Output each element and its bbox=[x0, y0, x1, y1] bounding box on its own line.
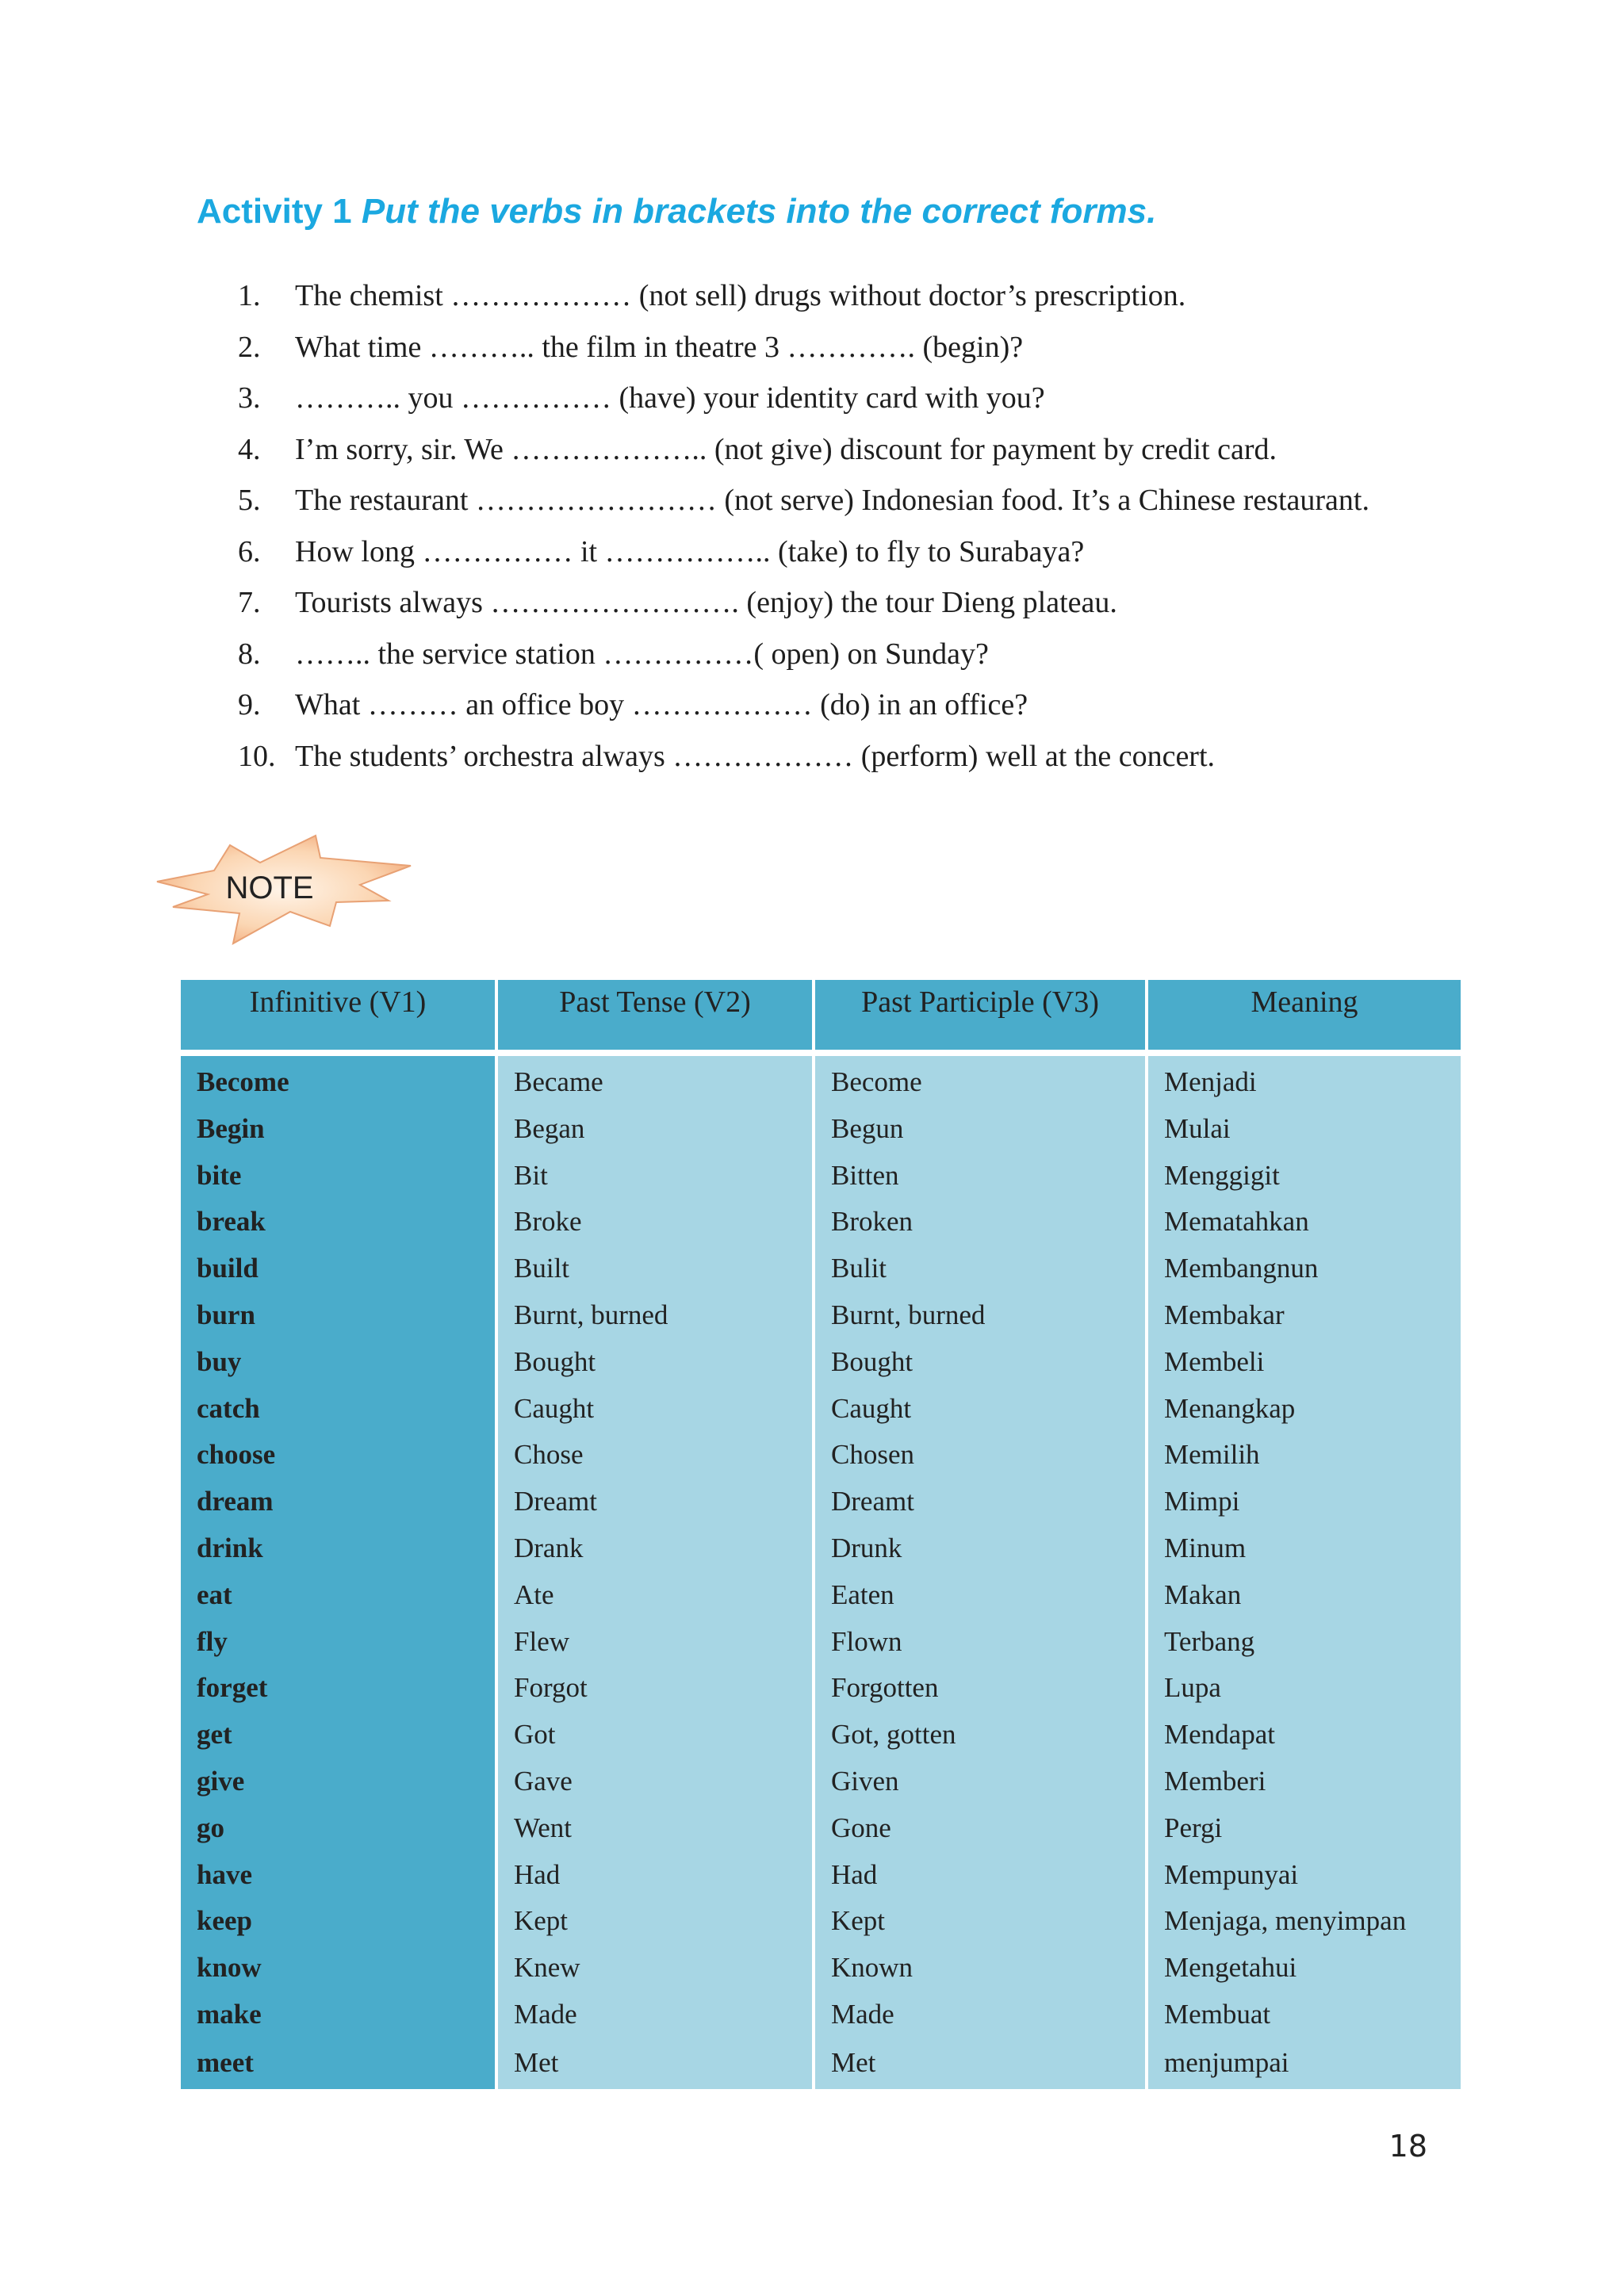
table-row bbox=[181, 1945, 1461, 1992]
cell-infinitive: have bbox=[181, 1852, 498, 1899]
cell-past-participle: Become bbox=[815, 1056, 1148, 1106]
table-row bbox=[181, 1525, 1461, 1572]
cell-past-tense: Broke bbox=[498, 1199, 815, 1246]
cell-infinitive: catch bbox=[181, 1386, 498, 1433]
table-row bbox=[181, 1153, 1461, 1200]
cell-past-participle: Given bbox=[815, 1758, 1148, 1805]
cell-past-participle: Known bbox=[815, 1945, 1148, 1992]
exercise-number: 10. bbox=[238, 739, 276, 773]
cell-past-participle: Forgotten bbox=[815, 1665, 1148, 1712]
cell-past-participle: Eaten bbox=[815, 1572, 1148, 1619]
cell-past-participle: Burnt, burned bbox=[815, 1292, 1148, 1339]
cell-past-participle: Gone bbox=[815, 1805, 1148, 1852]
cell-past-tense: Forgot bbox=[498, 1665, 815, 1712]
cell-infinitive: meet bbox=[181, 2038, 498, 2089]
table-row bbox=[181, 1619, 1461, 1666]
cell-past-tense: Became bbox=[498, 1056, 815, 1106]
cell-past-participle: Dreamt bbox=[815, 1479, 1148, 1525]
header-meaning: Meaning bbox=[1148, 980, 1461, 1050]
exercise-number: 1. bbox=[238, 279, 261, 312]
exercise-text: How long …………… it …………….. (take) to fly to Surabaya? bbox=[295, 534, 1085, 568]
table-row bbox=[181, 1758, 1461, 1805]
cell-meaning: Mulai bbox=[1148, 1106, 1461, 1153]
table-row bbox=[181, 1056, 1461, 1106]
exercise-item bbox=[238, 475, 1369, 526]
table-row bbox=[181, 1852, 1461, 1899]
exercise-item bbox=[238, 270, 1369, 322]
cell-past-tense: Burnt, burned bbox=[498, 1292, 815, 1339]
table-row bbox=[181, 1246, 1461, 1292]
cell-past-tense: Made bbox=[498, 1992, 815, 2038]
exercise-text: …….. the service station ……………( open) on Sunday? bbox=[295, 637, 989, 671]
cell-meaning: Mimpi bbox=[1148, 1479, 1461, 1525]
cell-meaning: Membuat bbox=[1148, 1992, 1461, 2038]
cell-infinitive: keep bbox=[181, 1898, 498, 1945]
cell-past-participle: Caught bbox=[815, 1386, 1148, 1433]
cell-infinitive: give bbox=[181, 1758, 498, 1805]
cell-past-participle: Begun bbox=[815, 1106, 1148, 1153]
cell-meaning: Menggigit bbox=[1148, 1153, 1461, 1200]
exercise-number: 7. bbox=[238, 586, 261, 619]
table-row bbox=[181, 1339, 1461, 1386]
cell-meaning: Lupa bbox=[1148, 1665, 1461, 1712]
activity-title bbox=[197, 192, 1156, 232]
header-infinitive: Infinitive (V1) bbox=[181, 980, 498, 1050]
cell-past-tense: Knew bbox=[498, 1945, 815, 1992]
exercise-item bbox=[238, 322, 1369, 373]
exercise-text: Tourists always ……………………. (enjoy) the tour Dieng plateau. bbox=[295, 586, 1117, 619]
cell-past-participle: Bulit bbox=[815, 1246, 1148, 1292]
exercise-item bbox=[238, 629, 1369, 680]
activity-label: Activity 1 bbox=[197, 192, 352, 231]
cell-past-participle: Got, gotten bbox=[815, 1712, 1148, 1758]
cell-past-tense: Built bbox=[498, 1246, 815, 1292]
cell-meaning: Menangkap bbox=[1148, 1386, 1461, 1433]
cell-meaning: Pergi bbox=[1148, 1805, 1461, 1852]
cell-meaning: Mematahkan bbox=[1148, 1199, 1461, 1246]
table-row bbox=[181, 1898, 1461, 1945]
exercise-item bbox=[238, 424, 1369, 476]
cell-past-tense: Met bbox=[498, 2038, 815, 2089]
cell-meaning: Mempunyai bbox=[1148, 1852, 1461, 1899]
cell-infinitive: forget bbox=[181, 1665, 498, 1712]
cell-infinitive: make bbox=[181, 1992, 498, 2038]
table-row bbox=[181, 1665, 1461, 1712]
cell-infinitive: buy bbox=[181, 1339, 498, 1386]
exercise-text: What ……… an office boy ……………… (do) in an office? bbox=[295, 688, 1028, 721]
cell-past-tense: Had bbox=[498, 1852, 815, 1899]
cell-past-participle: Flown bbox=[815, 1619, 1148, 1666]
cell-infinitive: go bbox=[181, 1805, 498, 1852]
exercise-number: 3. bbox=[238, 381, 261, 415]
exercise-text: The restaurant …………………… (not serve) Indonesian food. It’s a Chinese restaurant. bbox=[295, 484, 1369, 517]
cell-past-participle: Met bbox=[815, 2038, 1148, 2089]
cell-meaning: Membakar bbox=[1148, 1292, 1461, 1339]
exercise-item bbox=[238, 679, 1369, 731]
cell-meaning: Membangnun bbox=[1148, 1246, 1461, 1292]
cell-meaning: Membeli bbox=[1148, 1339, 1461, 1386]
cell-infinitive: bite bbox=[181, 1153, 498, 1200]
table-row bbox=[181, 1572, 1461, 1619]
header-past-tense: Past Tense (V2) bbox=[498, 980, 815, 1050]
cell-meaning: Minum bbox=[1148, 1525, 1461, 1572]
table-row bbox=[181, 1479, 1461, 1525]
exercise-text: The students’ orchestra always ……………… (perform) well at the concert. bbox=[295, 739, 1216, 773]
cell-past-tense: Chose bbox=[498, 1432, 815, 1479]
cell-infinitive: Begin bbox=[181, 1106, 498, 1153]
cell-infinitive: build bbox=[181, 1246, 498, 1292]
cell-past-participle: Chosen bbox=[815, 1432, 1148, 1479]
table-row bbox=[181, 1805, 1461, 1852]
cell-past-participle: Made bbox=[815, 1992, 1148, 2038]
table-row bbox=[181, 1712, 1461, 1758]
table-row bbox=[181, 1992, 1461, 2038]
exercise-text: The chemist ……………… (not sell) drugs without doctor’s prescription. bbox=[295, 279, 1186, 312]
cell-infinitive: choose bbox=[181, 1432, 498, 1479]
cell-infinitive: fly bbox=[181, 1619, 498, 1666]
cell-past-tense: Went bbox=[498, 1805, 815, 1852]
cell-past-participle: Broken bbox=[815, 1199, 1148, 1246]
header-past-participle: Past Participle (V3) bbox=[815, 980, 1148, 1050]
table-row bbox=[181, 1199, 1461, 1246]
exercise-item bbox=[238, 526, 1369, 578]
note-label: NOTE bbox=[225, 871, 314, 905]
cell-past-tense: Bit bbox=[498, 1153, 815, 1200]
cell-meaning: Makan bbox=[1148, 1572, 1461, 1619]
cell-meaning: Mendapat bbox=[1148, 1712, 1461, 1758]
header-gap bbox=[181, 1050, 1461, 1056]
cell-infinitive: know bbox=[181, 1945, 498, 1992]
cell-past-participle: Drunk bbox=[815, 1525, 1148, 1572]
exercise-number: 4. bbox=[238, 432, 261, 466]
exercise-number: 8. bbox=[238, 637, 261, 671]
cell-past-tense: Began bbox=[498, 1106, 815, 1153]
cell-infinitive: burn bbox=[181, 1292, 498, 1339]
exercise-number: 2. bbox=[238, 330, 261, 364]
exercise-item bbox=[238, 373, 1369, 424]
table-row bbox=[181, 1432, 1461, 1479]
cell-past-tense: Flew bbox=[498, 1619, 815, 1666]
exercise-text: I’m sorry, sir. We ……………….. (not give) discount for payment by credit card. bbox=[295, 432, 1277, 466]
cell-past-tense: Kept bbox=[498, 1898, 815, 1945]
exercise-number: 5. bbox=[238, 484, 261, 517]
exercise-text: What time ……….. the film in theatre 3 …………. (begin)? bbox=[295, 330, 1024, 364]
cell-meaning: Memberi bbox=[1148, 1758, 1461, 1805]
cell-infinitive: eat bbox=[181, 1572, 498, 1619]
table-row bbox=[181, 1292, 1461, 1339]
table-body bbox=[181, 1056, 1461, 2089]
cell-meaning: Terbang bbox=[1148, 1619, 1461, 1666]
exercise-text: ……….. you …………… (have) your identity card with you? bbox=[295, 381, 1045, 415]
cell-past-tense: Bought bbox=[498, 1339, 815, 1386]
cell-infinitive: get bbox=[181, 1712, 498, 1758]
irregular-verbs-table bbox=[181, 980, 1461, 2089]
cell-past-participle: Kept bbox=[815, 1898, 1148, 1945]
page-number: 18 bbox=[1388, 2129, 1427, 2164]
cell-past-tense: Gave bbox=[498, 1758, 815, 1805]
cell-past-participle: Bought bbox=[815, 1339, 1148, 1386]
exercise-item bbox=[238, 577, 1369, 629]
activity-instruction: Put the verbs in brackets into the correct forms. bbox=[361, 192, 1157, 231]
cell-past-participle: Had bbox=[815, 1852, 1148, 1899]
exercise-number: 6. bbox=[238, 534, 261, 568]
cell-meaning: Memilih bbox=[1148, 1432, 1461, 1479]
cell-past-participle: Bitten bbox=[815, 1153, 1148, 1200]
cell-infinitive: dream bbox=[181, 1479, 498, 1525]
cell-meaning: Menjaga, menyimpan bbox=[1148, 1898, 1461, 1945]
cell-infinitive: Become bbox=[181, 1056, 498, 1106]
table-row bbox=[181, 1106, 1461, 1153]
cell-meaning: Menjadi bbox=[1148, 1056, 1461, 1106]
exercise-list bbox=[238, 270, 1369, 782]
cell-past-tense: Drank bbox=[498, 1525, 815, 1572]
exercise-item bbox=[238, 731, 1369, 783]
cell-past-tense: Ate bbox=[498, 1572, 815, 1619]
cell-infinitive: drink bbox=[181, 1525, 498, 1572]
cell-infinitive: break bbox=[181, 1199, 498, 1246]
table-row bbox=[181, 1386, 1461, 1433]
cell-past-tense: Dreamt bbox=[498, 1479, 815, 1525]
exercise-number: 9. bbox=[238, 688, 261, 721]
table-row bbox=[181, 2038, 1461, 2089]
cell-meaning: Mengetahui bbox=[1148, 1945, 1461, 1992]
cell-meaning: menjumpai bbox=[1148, 2038, 1461, 2089]
cell-past-tense: Got bbox=[498, 1712, 815, 1758]
cell-past-tense: Caught bbox=[498, 1386, 815, 1433]
table-header-row bbox=[181, 980, 1461, 1050]
